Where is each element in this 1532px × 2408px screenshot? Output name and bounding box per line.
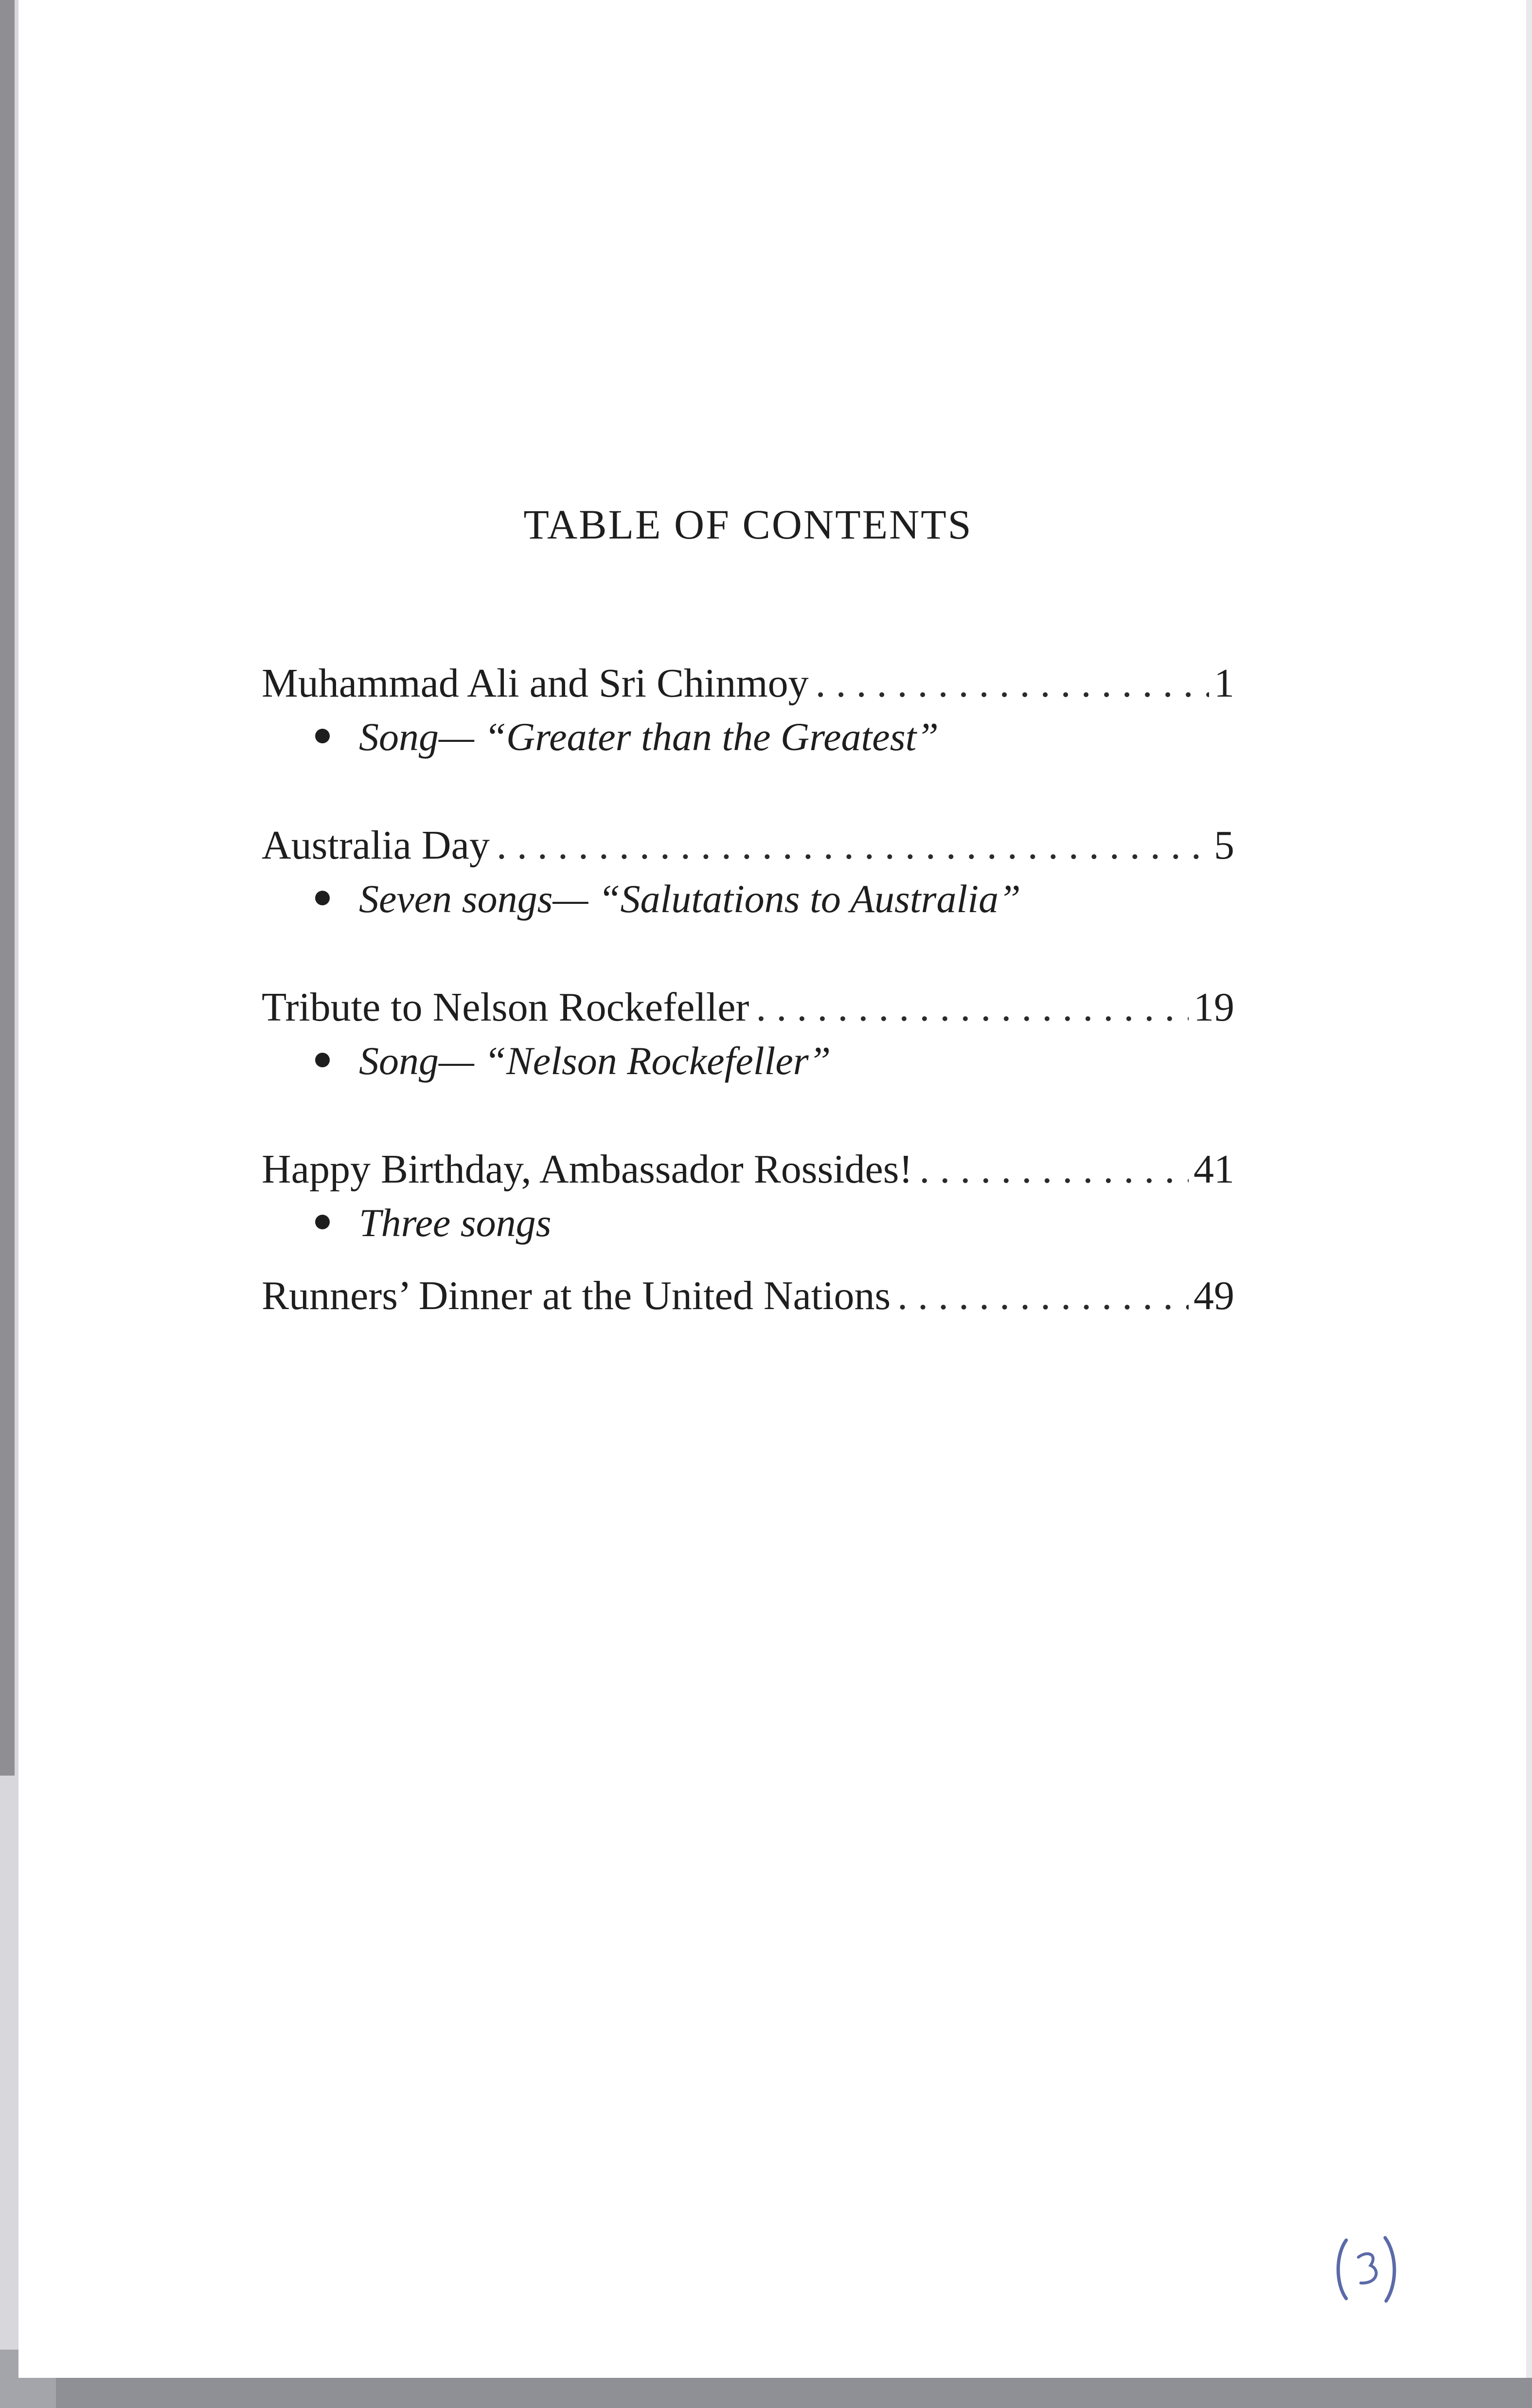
dot-leader (809, 657, 1209, 710)
toc-entry-title: Happy Birthday, Ambassador Rossides! (262, 1147, 913, 1192)
toc-sub-entry-text: Three songs (359, 1201, 552, 1245)
toc-sub-entry-text: Seven songs— “Salutations to Australia” (359, 877, 1021, 921)
toc-page-number: 49 (1194, 1273, 1234, 1318)
toc-entry-title: Runners’ Dinner at the United Nations (262, 1273, 891, 1318)
toc-entry (262, 819, 1234, 926)
toc-sub-entry-text: Song— “Nelson Rockefeller” (359, 1039, 831, 1083)
toc-entry (262, 657, 1234, 764)
toc-entry-title: Muhammad Ali and Sri Chinmoy (262, 661, 809, 706)
toc-entry-line (262, 1269, 1234, 1323)
toc-sub-entry (262, 1034, 1234, 1088)
toc-entry (262, 1269, 1234, 1323)
scan-edge-right (1526, 0, 1532, 2408)
toc-page-number: 1 (1214, 661, 1234, 706)
dot-leader (490, 819, 1209, 872)
toc-entry (262, 1143, 1234, 1250)
dot-leader (749, 981, 1189, 1034)
toc-heading: TABLE OF CONTENTS (523, 501, 973, 548)
toc-entry-line (262, 981, 1234, 1034)
toc-page-number: 41 (1194, 1147, 1234, 1192)
toc-page-number: 5 (1214, 823, 1234, 868)
table-of-contents (262, 657, 1234, 1323)
toc-page-number: 19 (1194, 985, 1234, 1030)
bullet-icon (315, 891, 330, 905)
scan-edge-bottom (0, 2378, 1532, 2408)
toc-sub-entry (262, 872, 1234, 926)
toc-entry (262, 981, 1234, 1088)
bullet-icon (315, 1215, 330, 1229)
toc-entry-line (262, 1143, 1234, 1196)
toc-entry-title: Tribute to Nelson Rockefeller (262, 985, 749, 1030)
scan-edge-left-dark (0, 0, 15, 1776)
document-page (18, 0, 1526, 2378)
dot-leader (891, 1269, 1189, 1323)
toc-sub-entry (262, 1196, 1234, 1250)
toc-sub-entry (262, 710, 1234, 764)
bullet-icon (315, 1053, 330, 1067)
handwritten-page-mark (1332, 2230, 1400, 2308)
toc-entry-title: Australia Day (262, 823, 490, 868)
bullet-icon (315, 729, 330, 743)
dot-leader (912, 1143, 1189, 1196)
toc-entry-line (262, 819, 1234, 872)
toc-entry-line (262, 657, 1234, 710)
toc-sub-entry-text: Song— “Greater than the Greatest” (359, 715, 939, 759)
